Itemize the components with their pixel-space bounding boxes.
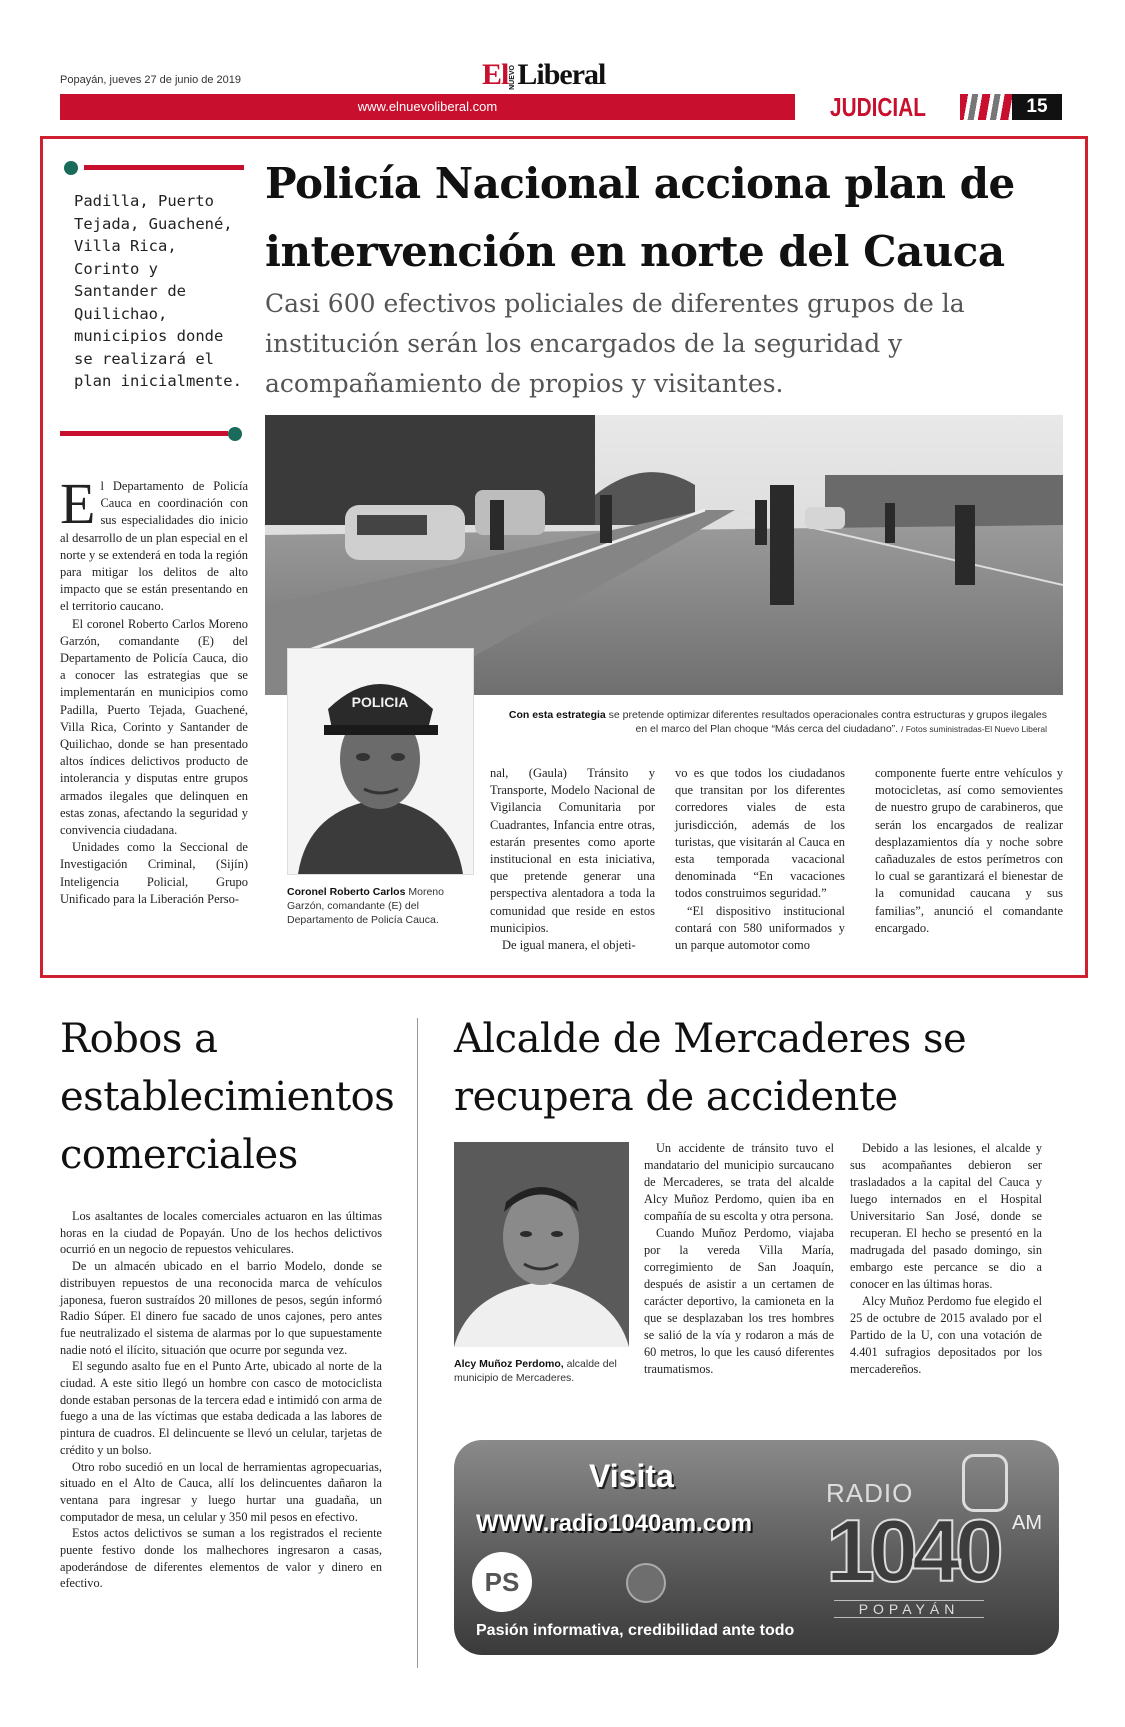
photo-caption-text: se pretende optimizar diferentes resultados operacionales contra estructuras y grupos ilegales en el marco del Plan choque “Más cerca del ciudadano”.	[608, 709, 1047, 735]
alcalde-paragraph: Un accidente de tránsito tuvo el mandatario del municipio surcaucano de Mercaderes, se trata del alcalde Alcy Muñoz Perdomo, quien iba en compañía de su escolta y otra persona.	[644, 1141, 834, 1223]
ad-url[interactable]: WWW.radio1040am.com	[476, 1510, 753, 1537]
site-url[interactable]: www.elnuevoliberal.com	[357, 99, 498, 114]
ad-slogan: Pasión informativa, credibilidad ante todo	[476, 1622, 795, 1639]
robos-paragraph: Estos actos delictivos se suman a los registrados el reciente puente festivo donde los malhechores ingresaron a casas, apoderándose de diferentes elementos de valor y dinero en efectivo.	[60, 1526, 382, 1591]
photo-caption	[505, 708, 1047, 736]
teal-dot-icon	[64, 161, 78, 175]
alcalde-paragraph: Alcy Muñoz Perdomo fue elegido el 25 de octubre de 2015 avalado por el Partido de la U, con una votación de 4.401 sufragios depositados por los mercadereños.	[850, 1294, 1042, 1376]
feature-paragraph: Unidades como la Seccional de Investigación Criminal, (Sijín) Inteligencia Policial, Grupo Unificado para la Liberación Perso-	[60, 840, 248, 906]
ad-frequency: 1040	[826, 1501, 998, 1600]
ad-city: POPAYÁN	[834, 1600, 984, 1618]
alcalde-portrait-photo	[454, 1142, 629, 1347]
alcalde-caption	[454, 1357, 629, 1385]
robos-paragraph: El segundo asalto fue en el Punto Arte, ubicado al norte de la ciudad. A este sitio llegó un hombre con casco de motociclista donde estaban personas de la tercera edad e intimidó con arma de fuego a una de las víctimas que estaba dedicada a las labores de pintura de cuadros. El delincuente se llevó un celular, tarjetas de crédito y un bolso.	[60, 1359, 382, 1457]
alcalde-paragraph: Debido a las lesiones, el alcalde y sus acompañantes debieron ser trasladados a la capital del Cauca y luego internados en el Hospital Universitario San José, donde se recuperan. El hecho se presentó en la madrugada del pasado domingo, sin embargo este percance se dio a conocer en las últimas horas.	[850, 1141, 1042, 1291]
feature-deck: Casi 600 efectivos policiales de diferentes grupos de la institución serán los encargados de la seguridad y acompañamiento de propios y visitantes.	[265, 289, 965, 398]
feature-paragraph: nal, (Gaula) Tránsito y Transporte, Modelo Nacional de Vigilancia Comunitaria por Cuadrantes, Infancia entre otras, estarán presentes como aporte institucional en esta iniciativa, que pretende generar una perspectiva alentadora a toda la comunidad que reside en estos municipios.	[490, 766, 655, 935]
feature-column-3	[675, 765, 845, 954]
column-divider	[417, 1018, 418, 1668]
alcalde-paragraph: Cuando Muñoz Perdomo, viajaba por la vereda Villa María, corregimiento de San Joaquín, después de asistir a un certamen de carácter deportivo, la camioneta en la que se desplazaban los tres hombres se salió de la vía y rodaron a más de 60 metros, lo que les causó diferentes traumatismos.	[644, 1226, 834, 1376]
feature-column-1	[60, 471, 248, 908]
logo-liberal: Liberal	[517, 58, 606, 91]
robos-paragraph: De un almacén ubicado en el barrio Modelo, donde se distribuyen repuestos de una reconocida marca de vehículos japonesa, fueron sustraídos 20 millones de pesos, según informó Radio Súper. El dinero fue sacado de unos cajones, pero antes fue neutralizado el sistema de alarmas por lo que supuestamente nadie notó el ilícito, situación que ocurre por segunda vez.	[60, 1259, 382, 1357]
alcalde-column-2	[850, 1140, 1042, 1378]
ad-visita: Visita	[589, 1458, 674, 1494]
photo-caption-lead: Con esta estrategia	[508, 709, 606, 721]
page-number: 15	[1012, 94, 1062, 120]
red-rule	[60, 431, 228, 436]
pull-quote: Padilla, Puerto Tejada, Guachené, Villa Rica, Corinto y Santander de Quilichao, municipios donde se realizará el plan inicialmente.	[74, 192, 242, 390]
robos-body	[60, 1208, 382, 1592]
alcalde-caption-text: alcalde del municipio de Mercaderes.	[454, 1358, 617, 1384]
microphone-icon	[962, 1454, 1008, 1512]
robos-headline: Robos a establecimientos comerciales	[60, 1016, 395, 1178]
signal-icon	[626, 1563, 666, 1603]
feature-paragraph: De igual manera, el objeti-	[502, 938, 636, 953]
newspaper-logo[interactable]	[482, 58, 605, 92]
ps-logo-icon: PS	[472, 1552, 532, 1612]
feature-paragraph: El coronel Roberto Carlos Moreno Garzón, comandante (E) del Departamento de Policía Cauca, dio a conocer las estrategias que se implementarán en municipios como Padilla, Puerto Tejada, Guachené, Villa Rica, Corinto y Santander de Quilichao, donde se han presentado altos índices delictivos producto de intolerancia y disputas entre grupos armados ilegales que delinquen en estas zonas, afectando la seguridad y convivencia ciudadana.	[60, 616, 248, 838]
alcalde-column-1	[644, 1140, 834, 1378]
logo-nuevo: NUEVO	[509, 64, 517, 90]
photo-credit: / Fotos suministradas-El Nuevo Liberal	[901, 724, 1047, 734]
robos-paragraph: Otro robo sucedió en un local de herramientas agropecuarias, situado en el Alto de Cauca, allí los delincuentes dañaron la ventana para ingresar y luego hurtar una guadaña, un computador de mesa, un celular y 350 mil pesos en efectivo.	[60, 1459, 382, 1524]
logo-el: El	[482, 58, 509, 91]
alcalde-headline: Alcalde de Mercaderes se recupera de accidente	[454, 1016, 967, 1120]
colonel-portrait-photo	[287, 648, 474, 875]
teal-dot-icon	[228, 427, 242, 441]
feature-column-2	[490, 765, 655, 954]
radio-advertisement[interactable]	[454, 1440, 1059, 1655]
alcalde-caption-name: Alcy Muñoz Perdomo,	[454, 1358, 564, 1370]
ad-radio: RADIO	[826, 1478, 914, 1508]
feature-headline: Policía Nacional acciona plan de intervención en norte del Cauca	[265, 159, 1015, 276]
feature-column-4	[875, 765, 1063, 937]
decorative-stripes	[960, 94, 1012, 120]
portrait-caption-text: Moreno Garzón, comandante (E) del Departamento de Policía Cauca.	[287, 886, 444, 926]
portrait-caption-name: Coronel Roberto Carlos	[287, 886, 406, 898]
issue-date: Popayán, jueves 27 de junio de 2019	[60, 74, 242, 86]
portrait-caption	[287, 885, 472, 927]
feature-paragraph: vo es que todos los ciudadanos que transitan por los diferentes corredores viales de esta jurisdicción, además de los turistas, que visitarán al Cauca en esta temporada vacacional denominada “En vacaciones todos construimos seguridad.”	[675, 766, 845, 901]
robos-paragraph: Los asaltantes de locales comerciales actuaron en las últimas horas en la ciudad de Popayán. Uno de los hechos delictivos ocurrió en un negocio de repuestos vehiculares.	[60, 1209, 382, 1257]
red-rule	[84, 165, 244, 170]
cap-label: POLICIA	[351, 694, 409, 710]
feature-paragraph: componente fuerte entre vehículos y motocicletas, así como semovientes de nuestro grupo de carabineros, que serán los encargados de realizar desplazamientos día y noche sobre cañaduzales de estos perímetros con lo cual se garantizará el bienestar de la comunidad caucana y sus familias”, anunció el comandante encargado.	[875, 766, 1063, 935]
section-title: JUDICIAL	[830, 92, 926, 122]
feature-paragraph: “El dispositivo institucional contará con 580 uniformados y un parque automotor como	[675, 903, 845, 953]
ad-am: AM	[1012, 1512, 1042, 1534]
feature-paragraph: l Departamento de Policía Cauca en coordinación con sus especialidades dio inicio al desarrollo de un plan especial en el norte y se extenderá en toda la región para mitigar los delitos de alto impacto que se están presentando en el territorio caucano.	[60, 479, 248, 614]
drop-cap: E	[60, 471, 96, 536]
